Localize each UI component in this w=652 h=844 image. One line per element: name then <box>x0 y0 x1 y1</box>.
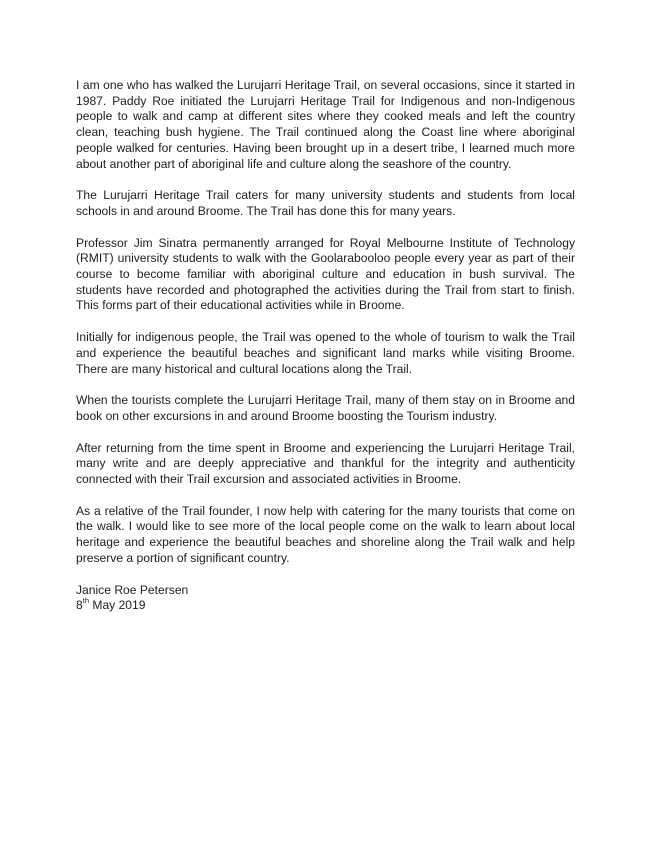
letter-paragraph-4: Initially for indigenous people, the Trail was opened to the whole of tourism to walk the Trail and experience the beautiful beaches and significant land marks while visiting Broome. There are many historical and cultural locations along the Trail. <box>76 330 575 376</box>
signature-name: Janice Roe Petersen <box>76 582 189 597</box>
letter-paragraph-5: When the tourists complete the Lurujarri Heritage Trail, many of them stay on in Broome and book on other excursions in and around Broome boosting the Tourism industry. <box>76 393 575 423</box>
letter-paragraph-3: Professor Jim Sinatra permanently arranged for Royal Melbourne Institute of Technology (RMIT) university students to walk with the Goolarabooloo people every year as part of their course to become familiar with aboriginal culture and education in bush survival. The students have recorded and photographed the activities during the Trail from start to finish. This forms part of their educational activities while in Broome. <box>76 235 575 313</box>
letter-paragraph-1: I am one who has walked the Lurujarri Heritage Trail, on several occasions, since it started in 1987. Paddy Roe initiated the Lurujarri Heritage Trail for Indigenous and non-Indigenous people to walk and camp at different sites where they cooked meals and left the country clean, teaching bush hygiene. The Trail continued along the Coast line where aboriginal people walked for centuries. Having been brought up in a desert tribe, I learned much more about another part of aboriginal life and culture along the seashore of the country. <box>76 78 575 171</box>
signature-date-day: 8 <box>76 598 83 613</box>
letter-page <box>76 78 575 614</box>
letter-paragraph-2: The Lurujarri Heritage Trail caters for many university students and students from local schools in and around Broome. The Trail has done this for many years. <box>76 188 575 218</box>
letter-paragraph-7: As a relative of the Trail founder, I now help with catering for the many tourists that come on the walk. I would like to see more of the local people come on the walk to learn about local heritage and experience the beautiful beaches and shoreline along the Trail walk and help preserve a portion of significant country. <box>76 503 575 565</box>
signature-date <box>76 598 575 614</box>
signature-block <box>76 583 575 614</box>
letter-paragraph-6: After returning from the time spent in Broome and experiencing the Lurujarri Heritage Trail, many write and are deeply appreciative and thankful for the integrity and authenticity connected with their Trail excursion and associated activities in Broome. <box>76 440 575 487</box>
signature-date-rest: May 2019 <box>92 598 146 613</box>
signature-date-suffix: th <box>82 596 89 606</box>
